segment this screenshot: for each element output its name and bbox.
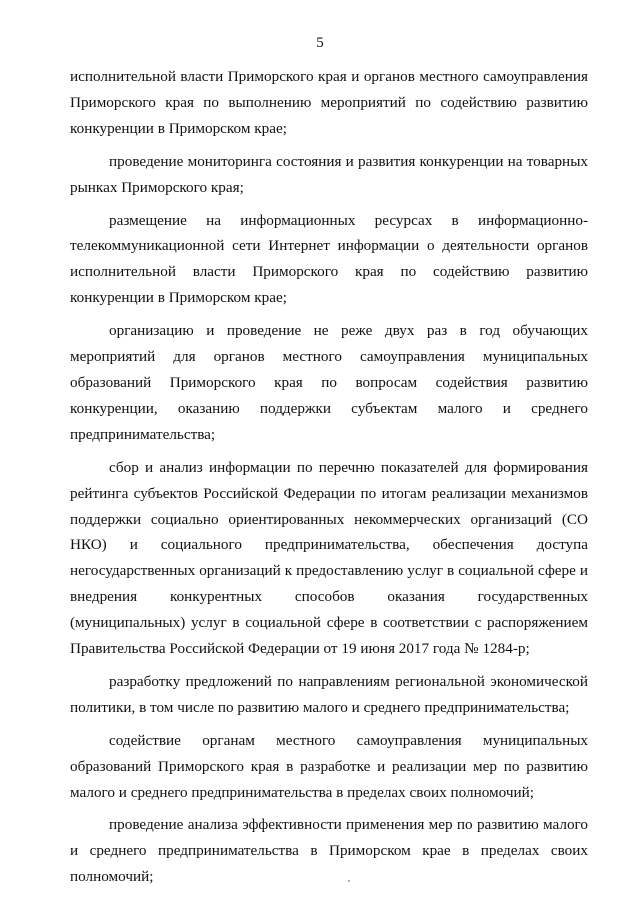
paragraph-continuation: исполнительной власти Приморского края и органов местного самоуправления Приморского края по выполнению мероприятий по содействию развитию конкуренции в Приморском крае; <box>70 68 588 137</box>
scan-artifact <box>348 880 350 882</box>
paragraph-monitoring: проведение мониторинга состояния и развития конкуренции на товарных рынках Приморского края; <box>70 152 588 196</box>
paragraph-training-events: организацию и проведение не реже двух раз в год обучающих мероприятий для органов местного самоуправления муниципальных образований Приморского края по вопросам содействия развитию конкуренции, оказанию поддержки субъектам малого и среднего предпринимательства; <box>70 322 588 443</box>
paragraph-policy-proposals: разработку предложений по направлениям региональной экономической политики, в том числе по развитию малого и среднего предпринимательства; <box>70 672 588 716</box>
document-body <box>70 64 588 897</box>
page-number: 5 <box>316 35 324 51</box>
paragraph-internet-publication: размещение на информационных ресурсах в информационно-телекоммуникационной сети Интернет информации о деятельности органов исполнительной власти Приморского края по содействию развитию конкуренции в Приморском крае; <box>70 211 588 307</box>
paragraph-effectiveness-analysis: проведение анализа эффективности применения мер по развитию малого и среднего предпринимательства в Приморском крае в пределах своих полномочий; <box>70 816 588 886</box>
paragraph-municipal-assistance: содействие органам местного самоуправления муниципальных образований Приморского края в разработке и реализации мер по развитию малого и среднего предпринимательства в пределах своих полномочий; <box>70 731 588 801</box>
paragraph-rating-analysis: сбор и анализ информации по перечню показателей для формирования рейтинга субъектов Российской Федерации по итогам реализации механизмов поддержки социально ориентированных некоммерческих организаций (СО НКО) и социального предпринимательства, обеспечения доступа негосударственных организаций к предоставлению услуг в социальной сфере и внедрения конкурентных способов оказания государственных (муниципальных) услуг в социальной сфере в соответствии с распоряжением Правительства Российской Федерации от 19 июня 2017 года № 1284-р; <box>70 458 588 658</box>
